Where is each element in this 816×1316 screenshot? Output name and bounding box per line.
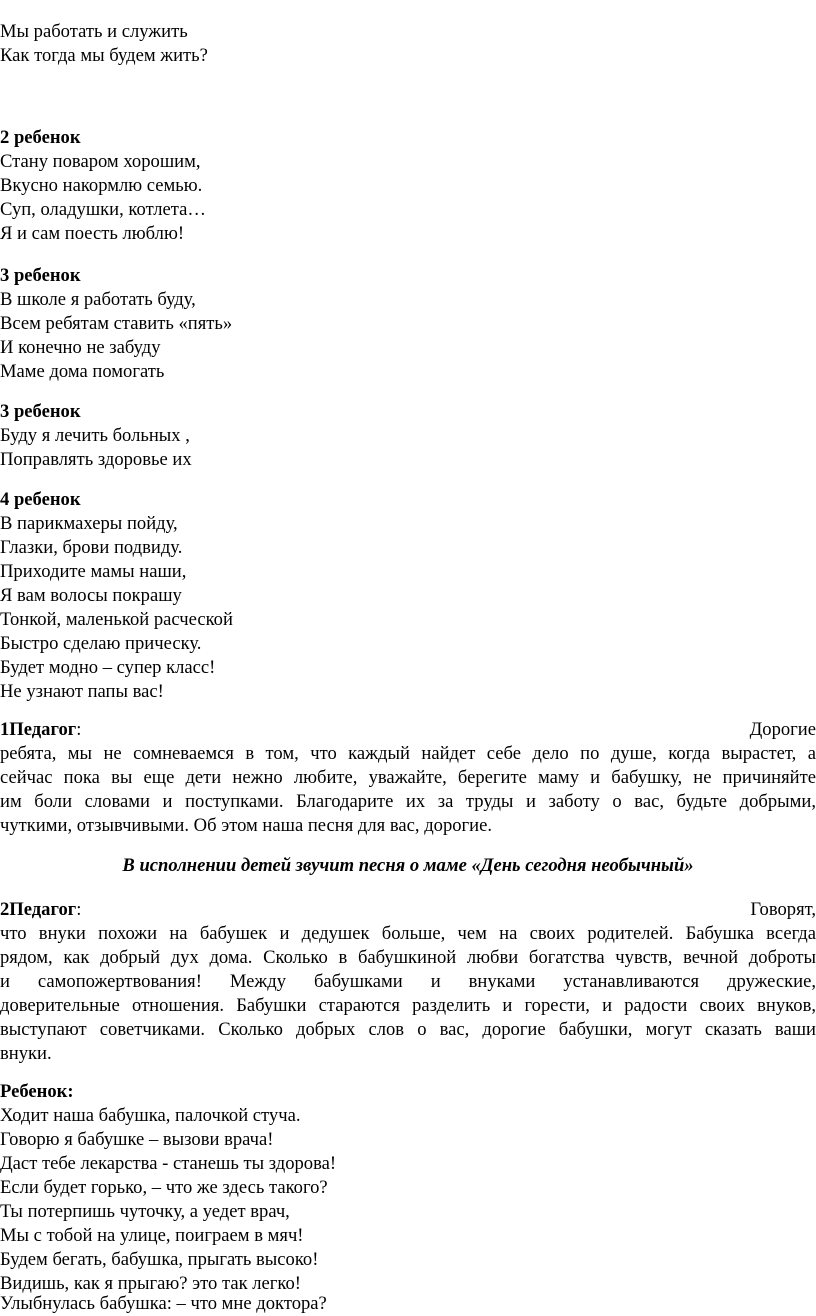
- stanza-line: Тонкой, маленькой расческой: [0, 609, 233, 630]
- stanza-line: И конечно не забуду: [0, 337, 161, 358]
- child-poem-line: Если будет горько, – что же здесь такого?: [0, 1177, 328, 1198]
- child-poem-line: Видишь, как я прыгаю? это так легко!: [0, 1273, 301, 1294]
- stanza-line: Всем ребятам ставить «пять»: [0, 313, 233, 334]
- stanza-line: Будет модно – супер класс!: [0, 657, 216, 678]
- teacher2-label-wrap: [0, 898, 81, 922]
- stanza-line: Быстро сделаю прическу.: [0, 633, 202, 654]
- child-poem-line: Ходит наша бабушка, палочкой стуча.: [0, 1105, 301, 1126]
- stanza-line: Суп, оладушки, котлета…: [0, 199, 206, 220]
- child-poem-line: Даст тебе лекарства - станешь ты здорова!: [0, 1153, 337, 1174]
- song-note: В исполнении детей звучит песня о маме «День сегодня необычный»: [122, 855, 694, 876]
- child-poem-heading: Ребенок:: [0, 1081, 74, 1102]
- stanza-line: Буду я лечить больных ,: [0, 425, 190, 446]
- stanza-line: Глазки, брови подвиду.: [0, 537, 183, 558]
- child-poem-line: Будем бегать, бабушка, прыгать высоко!: [0, 1249, 319, 1270]
- stanza-line: Я и сам поесть люблю!: [0, 223, 185, 244]
- stanza-line: Вкусно накормлю семью.: [0, 175, 203, 196]
- teacher1-label: 1Педагог: [0, 719, 77, 740]
- intro-line: Как тогда мы будем жить?: [0, 45, 208, 66]
- child-poem-line: Улыбнулась бабушка: – что мне доктора?: [0, 1293, 327, 1314]
- stanza-line: В парикмахеры пойду,: [0, 513, 178, 534]
- teacher1-line: чуткими, отзывчивыми. Об этом наша песня для вас, дорогие.: [0, 815, 493, 836]
- stanza-line: Не узнают папы вас!: [0, 681, 164, 702]
- child-poem-line: Мы с тобой на улице, поиграем в мяч!: [0, 1225, 304, 1246]
- teacher2-first-word: Говорят,: [750, 899, 816, 920]
- teacher2-line: выступают советчиками. Сколько добрых слов о вас, дорогие бабушки, могут сказать ваши: [0, 1019, 816, 1040]
- teacher2-line: внуки.: [0, 1043, 52, 1064]
- teacher2-line: рядом, как добрый дух дома. Сколько в бабушкиной любви богатства чувств, вечной доброты: [0, 947, 816, 968]
- stanza-heading: 4 ребенок: [0, 489, 81, 510]
- teacher2-line: и самопожертвования! Между бабушками и внуками устанавливаются дружеские,: [0, 971, 816, 992]
- stanza-line: Я вам волосы покрашу: [0, 585, 182, 606]
- stanza-line: В школе я работать буду,: [0, 289, 196, 310]
- stanza-line: Поправлять здоровье их: [0, 449, 192, 470]
- child-poem-line: Ты потерпишь чуточку, а уедет врач,: [0, 1201, 290, 1222]
- teacher1-label-wrap: [0, 718, 81, 742]
- teacher1-first-line: [0, 718, 816, 742]
- stanza-line: Стану поваром хорошим,: [0, 151, 201, 172]
- teacher1-line: им боли словами и поступками. Благодарите их за труды и заботу о вас, будьте добрыми,: [0, 791, 816, 812]
- stanza-heading: 2 ребенок: [0, 127, 81, 148]
- teacher2-first-line: [0, 898, 816, 922]
- teacher2-colon: :: [76, 899, 82, 920]
- intro-line: Мы работать и служить: [0, 21, 188, 42]
- stanza-line: Маме дома помогать: [0, 361, 165, 382]
- stanza-heading: 3 ребенок: [0, 265, 81, 286]
- stanza-heading: 3 ребенок: [0, 401, 81, 422]
- teacher1-first-word: Дорогие: [749, 719, 816, 740]
- teacher1-line: ребята, мы не сомневаемся в том, что каждый найдет себе дело по душе, когда вырастет, а: [0, 743, 816, 764]
- teacher2-line: что внуки похожи на бабушек и дедушек больше, чем на своих родителей. Бабушка всегда: [0, 923, 816, 944]
- teacher2-line: доверительные отношения. Бабушки стараются разделить и горести, и радости своих внуков,: [0, 995, 816, 1016]
- child-poem-line: Говорю я бабушке – вызови врача!: [0, 1129, 274, 1150]
- teacher1-colon: :: [76, 719, 82, 740]
- stanza-line: Приходите мамы наши,: [0, 561, 187, 582]
- teacher2-label: 2Педагог: [0, 899, 77, 920]
- teacher1-line: сейчас пока вы еще дети нежно любите, уважайте, берегите маму и бабушку, не причиняйте: [0, 767, 816, 788]
